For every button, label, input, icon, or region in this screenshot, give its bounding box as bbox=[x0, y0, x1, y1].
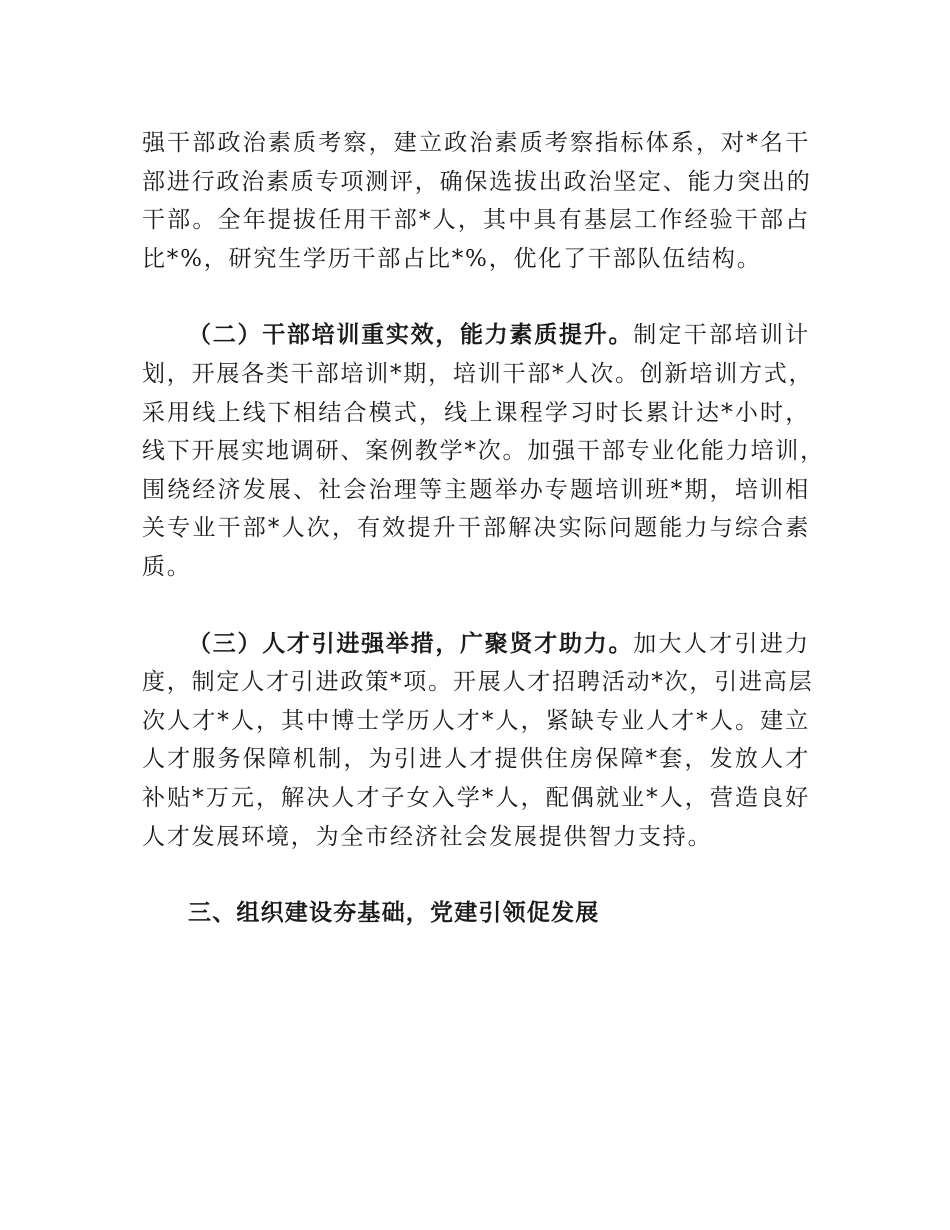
text-line-lead bbox=[142, 316, 810, 355]
document-page bbox=[142, 124, 825, 933]
text-line-lead bbox=[142, 625, 810, 664]
text-line: 度，制定人才引进政策*项。开展人才招聘活动*次，引进高层 bbox=[142, 669, 814, 696]
section-heading: 三、组织建设夯基础，党建引领促发展 bbox=[188, 900, 600, 927]
text-line: 人才发展环境，为全市经济社会发展提供智力支持。 bbox=[142, 823, 713, 850]
paragraph-cadre-assessment bbox=[142, 124, 810, 278]
text-line: 次人才*人，其中博士学历人才*人，紧缺专业人才*人。建立 bbox=[142, 707, 810, 734]
text-line: 强干部政治素质考察，建立政治素质考察指标体系，对*名干 bbox=[142, 130, 810, 156]
text-fragment: 加大人才引进力 bbox=[633, 630, 810, 657]
subsection-title: （二）干部培训重实效，能力素质提升。 bbox=[188, 322, 634, 349]
text-line: 补贴*万元，解决人才子女入学*人，配偶就业*人，营造良好 bbox=[142, 784, 810, 811]
text-line: 质。 bbox=[142, 553, 192, 580]
text-line: 线下开展实地调研、案例教学*次。加强干部专业化能力培训， bbox=[142, 438, 825, 465]
text-line: 部进行政治素质专项测评，确保选拔出政治坚定、能力突出的 bbox=[142, 168, 812, 195]
subsection-title: （三）人才引进强举措，广聚贤才助力。 bbox=[188, 630, 634, 657]
text-line: 人才服务保障机制，为引进人才提供住房保障*套，发放人才 bbox=[142, 746, 810, 773]
text-line: 比*%，研究生学历干部占比*%，优化了干部队伍结构。 bbox=[142, 245, 762, 272]
text-line: 干部。全年提拔任用干部*人，其中具有基层工作经验干部占 bbox=[142, 207, 810, 234]
paragraph-talent-introduction bbox=[142, 625, 814, 857]
paragraph-spacer bbox=[142, 278, 810, 316]
text-fragment: 制定干部培训计 bbox=[633, 322, 810, 349]
paragraph-spacer bbox=[142, 587, 810, 625]
text-line: 采用线上线下相结合模式，线上课程学习时长累计达*小时， bbox=[142, 399, 810, 426]
text-line: 围绕经济发展、社会治理等主题举办专题培训班*期，培训相 bbox=[142, 476, 810, 503]
text-line: 划，开展各类干部培训*期，培训干部*人次。创新培训方式， bbox=[142, 360, 814, 387]
paragraph-spacer bbox=[142, 856, 810, 894]
paragraph-cadre-training bbox=[142, 316, 825, 586]
text-line: 关专业干部*人次，有效提升干部解决实际问题能力与综合素 bbox=[142, 515, 810, 542]
